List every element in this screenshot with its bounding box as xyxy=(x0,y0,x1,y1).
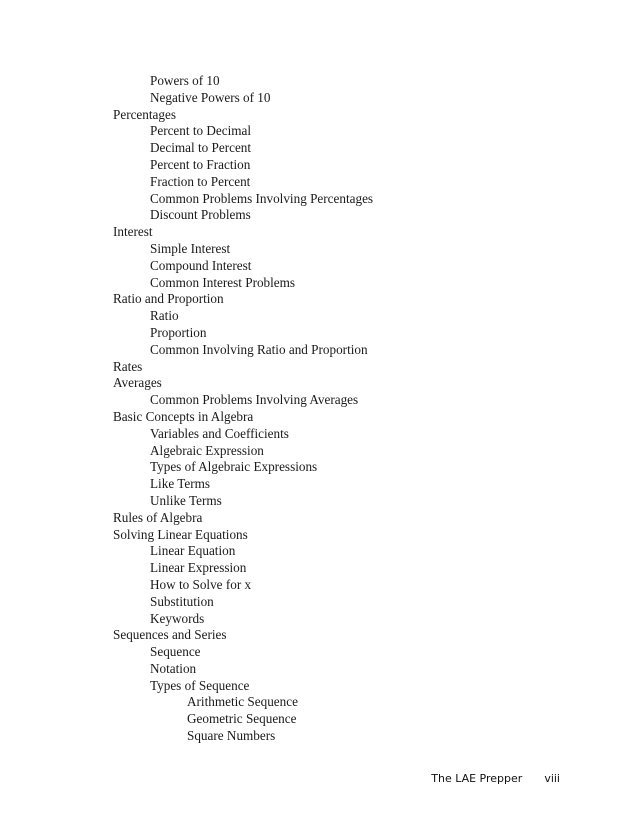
toc-subsection: Keywords xyxy=(150,610,205,626)
toc-section: Percentages xyxy=(113,106,176,122)
toc-subsubsection: Square Numbers xyxy=(187,728,276,744)
toc-subsection: Types of Algebraic Expressions xyxy=(150,459,318,475)
toc-subsection: Like Terms xyxy=(150,476,210,492)
toc-section: Sequences and Series xyxy=(113,627,227,643)
toc-section: Rules of Algebra xyxy=(113,509,203,525)
table-of-contents xyxy=(0,73,638,745)
toc-subsection: Substitution xyxy=(150,593,214,609)
toc-subsection: Powers of 10 xyxy=(150,73,220,88)
toc-subsection: Common Interest Problems xyxy=(150,274,296,290)
toc-subsection: Decimal to Percent xyxy=(150,140,252,156)
toc-subsection: Percent to Decimal xyxy=(150,123,252,139)
toc-section: Rates xyxy=(113,358,143,374)
toc-subsection: Types of Sequence xyxy=(150,677,250,693)
toc-subsection: Algebraic Expression xyxy=(150,442,264,458)
toc-subsection: Sequence xyxy=(150,644,201,660)
toc-subsection: Variables and Coefficients xyxy=(150,425,289,441)
toc-subsection: Negative Powers of 10 xyxy=(150,89,271,105)
toc-subsubsection: Geometric Sequence xyxy=(187,711,297,727)
toc-section: Interest xyxy=(113,224,153,240)
footer-book-title: The LAE Prepper xyxy=(431,772,523,785)
toc-subsection: Simple Interest xyxy=(150,240,231,256)
toc-subsection: Common Problems Involving Averages xyxy=(150,392,359,408)
toc-subsection: Linear Expression xyxy=(150,560,247,576)
toc-subsection: Common Involving Ratio and Proportion xyxy=(150,341,368,357)
toc-subsection: Unlike Terms xyxy=(150,492,222,508)
toc-section: Ratio and Proportion xyxy=(113,291,224,307)
page-number: viii xyxy=(544,772,560,785)
toc-subsection: How to Solve for x xyxy=(150,576,252,592)
toc-section: Basic Concepts in Algebra xyxy=(113,408,254,424)
toc-subsection: Common Problems Involving Percentages xyxy=(150,190,374,206)
toc-subsubsection: Arithmetic Sequence xyxy=(187,694,298,710)
toc-subsection: Ratio xyxy=(150,308,179,324)
page-footer xyxy=(0,772,560,785)
toc-section: Averages xyxy=(113,375,162,391)
toc-subsection: Proportion xyxy=(150,324,207,340)
toc-subsection: Percent to Fraction xyxy=(150,156,251,172)
toc-section: Solving Linear Equations xyxy=(113,526,248,542)
toc-subsection: Notation xyxy=(150,660,197,676)
toc-subsection: Discount Problems xyxy=(150,207,251,223)
toc-subsection: Compound Interest xyxy=(150,257,252,273)
toc-subsection: Fraction to Percent xyxy=(150,173,251,189)
toc-subsection: Linear Equation xyxy=(150,543,236,559)
